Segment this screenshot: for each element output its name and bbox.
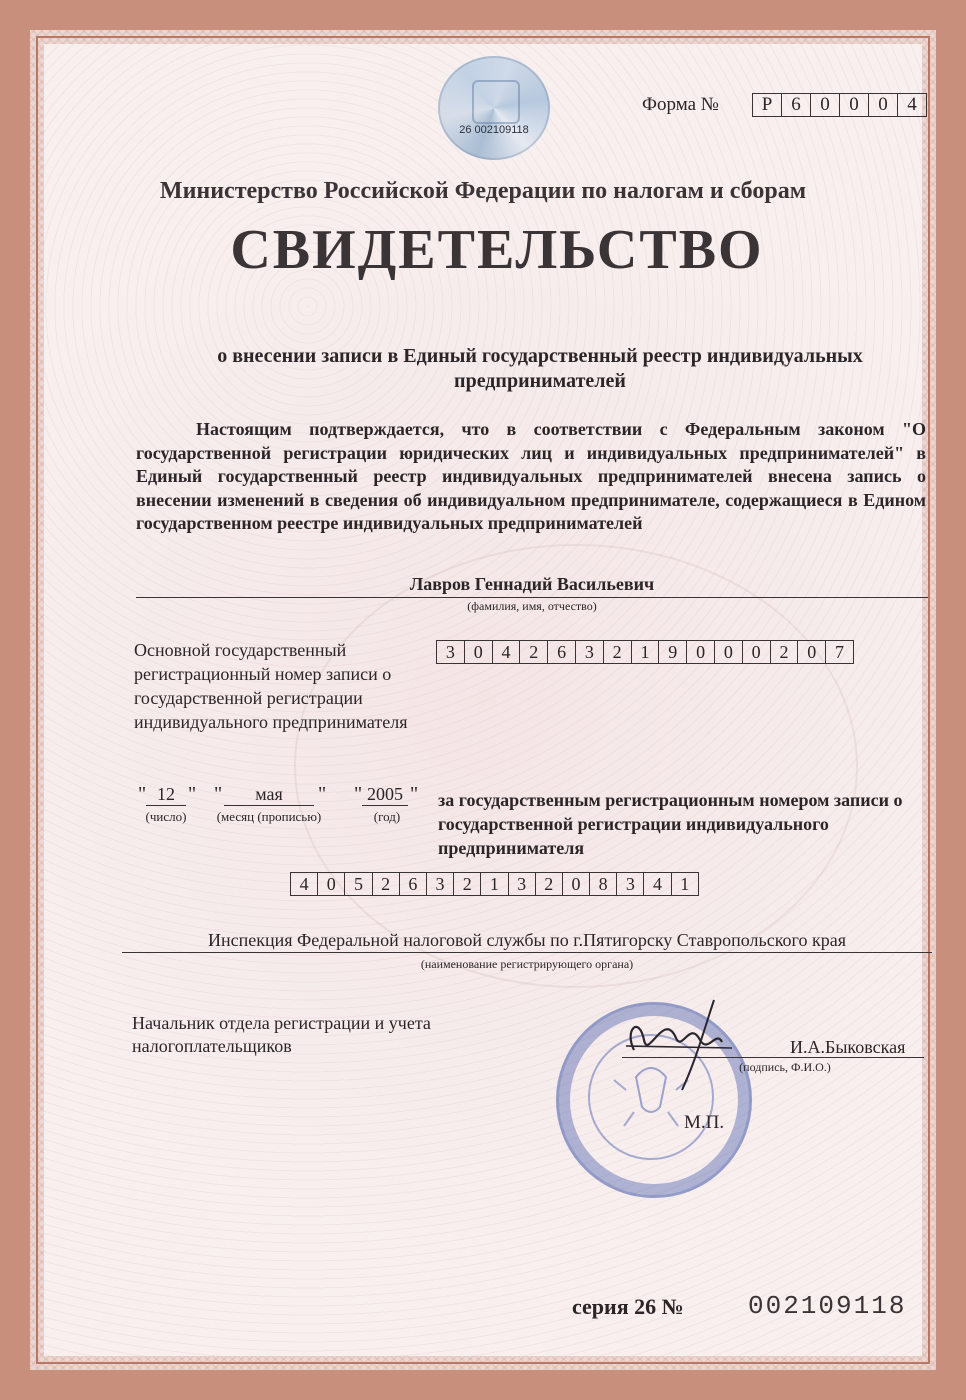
- series-label: серия 26 №: [572, 1294, 684, 1319]
- ogrnip-digit: 3: [576, 640, 604, 664]
- hologram-emblem-icon: [472, 80, 520, 124]
- grnip-digit: 3: [617, 872, 644, 896]
- ogrnip-digit: 4: [493, 640, 521, 664]
- registering-authority-caption: (наименование регистрирующего органа): [420, 957, 634, 971]
- ogrnip-number-boxes: [436, 640, 854, 664]
- ogrnip-digit: 0: [715, 640, 743, 664]
- grnip-number-boxes: [290, 872, 699, 896]
- entrepreneur-name: Лавров Геннадий Васильевич: [136, 574, 928, 598]
- ogrnip-digit: 1: [632, 640, 660, 664]
- ogrnip-digit: 2: [771, 640, 799, 664]
- date-month-caption: (месяц (прописью): [216, 809, 322, 824]
- form-code-cell: 4: [898, 93, 927, 117]
- grnip-digit: 4: [644, 872, 671, 896]
- date-day: 12: [146, 783, 186, 806]
- certification-text: Настоящим подтверждается, что в соответствии с Федеральным законом "О государственной регистрации юридических лиц и индивидуальных предпринимателей" в Единый государственный реестр индивидуальных предпринимателей внесена запись о внесении изменений в сведения об индивидуальном предпринимателе, содержащиеся в Едином государственном реестре индивидуальных предпринимателей: [136, 419, 926, 533]
- form-code-cell: Р: [752, 93, 782, 117]
- grnip-digit: 8: [590, 872, 617, 896]
- grnip-digit: 1: [672, 872, 699, 896]
- ogrnip-digit: 0: [798, 640, 826, 664]
- date-year: 2005: [362, 783, 408, 806]
- entrepreneur-name-caption: (фамилия, имя, отчество): [467, 599, 597, 613]
- date-month: мая: [224, 783, 314, 806]
- grnip-digit: 2: [536, 872, 563, 896]
- form-code-cell: 0: [840, 93, 869, 117]
- ogrnip-digit: 6: [548, 640, 576, 664]
- signatory-position: Начальник отдела регистрации и учета налогоплательщиков: [132, 1013, 431, 1056]
- hologram-seal: [438, 56, 550, 160]
- grnip-statement: за государственным регистрационным номером записи о государственной регистрации индивидуального предпринимателя: [438, 790, 903, 858]
- grnip-digit: 1: [481, 872, 508, 896]
- grnip-digit: 0: [318, 872, 345, 896]
- ogrnip-digit: 0: [465, 640, 493, 664]
- stamp-place-label: М.П.: [684, 1112, 725, 1133]
- grnip-digit: 2: [373, 872, 400, 896]
- form-code-cell: 0: [869, 93, 898, 117]
- hologram-number: 26 002109118: [459, 124, 529, 136]
- ogrnip-digit: 2: [604, 640, 632, 664]
- registering-authority: Инспекция Федеральной налоговой службы по г.Пятигорску Ставропольского края: [122, 930, 932, 953]
- ogrnip-digit: 7: [826, 640, 854, 664]
- ogrnip-digit: 0: [743, 640, 771, 664]
- registration-date: " 12 " " мая " " 2005 " (число) (месяц (прописью) (год): [138, 783, 419, 824]
- date-year-caption: (год): [373, 809, 401, 824]
- form-code-cell: 6: [782, 93, 811, 117]
- grnip-digit: 5: [345, 872, 372, 896]
- ogrnip-digit: 3: [436, 640, 465, 664]
- grnip-digit: 3: [427, 872, 454, 896]
- form-number-boxes: [752, 93, 927, 117]
- ogrnip-digit: 2: [520, 640, 548, 664]
- grnip-digit: 4: [290, 872, 318, 896]
- handwritten-signature: [604, 990, 734, 1100]
- ogrnip-label: Основной государственный регистрационный номер записи о государственной регистрации индивидуального предпринимателя: [134, 640, 408, 732]
- form-code-cell: 0: [811, 93, 840, 117]
- ogrnip-digit: 9: [659, 640, 687, 664]
- grnip-digit: 3: [509, 872, 536, 896]
- ogrnip-digit: 0: [687, 640, 715, 664]
- document-title: СВИДЕТЕЛЬСТВО: [230, 219, 764, 281]
- series-number: 002109118: [748, 1291, 907, 1321]
- form-number-label: Форма №: [642, 94, 719, 115]
- document-subtitle: о внесении записи в Единый государственный реестр индивидуальных предпринимателей: [217, 345, 863, 392]
- date-day-caption: (число): [145, 809, 187, 824]
- ministry-heading: Министерство Российской Федерации по налогам и сборам: [159, 178, 807, 204]
- grnip-digit: 0: [563, 872, 590, 896]
- grnip-digit: 2: [454, 872, 481, 896]
- signature-caption: (подпись, Ф.И.О.): [739, 1060, 831, 1074]
- signatory-name: И.А.Быковская: [790, 1037, 906, 1057]
- grnip-digit: 6: [400, 872, 427, 896]
